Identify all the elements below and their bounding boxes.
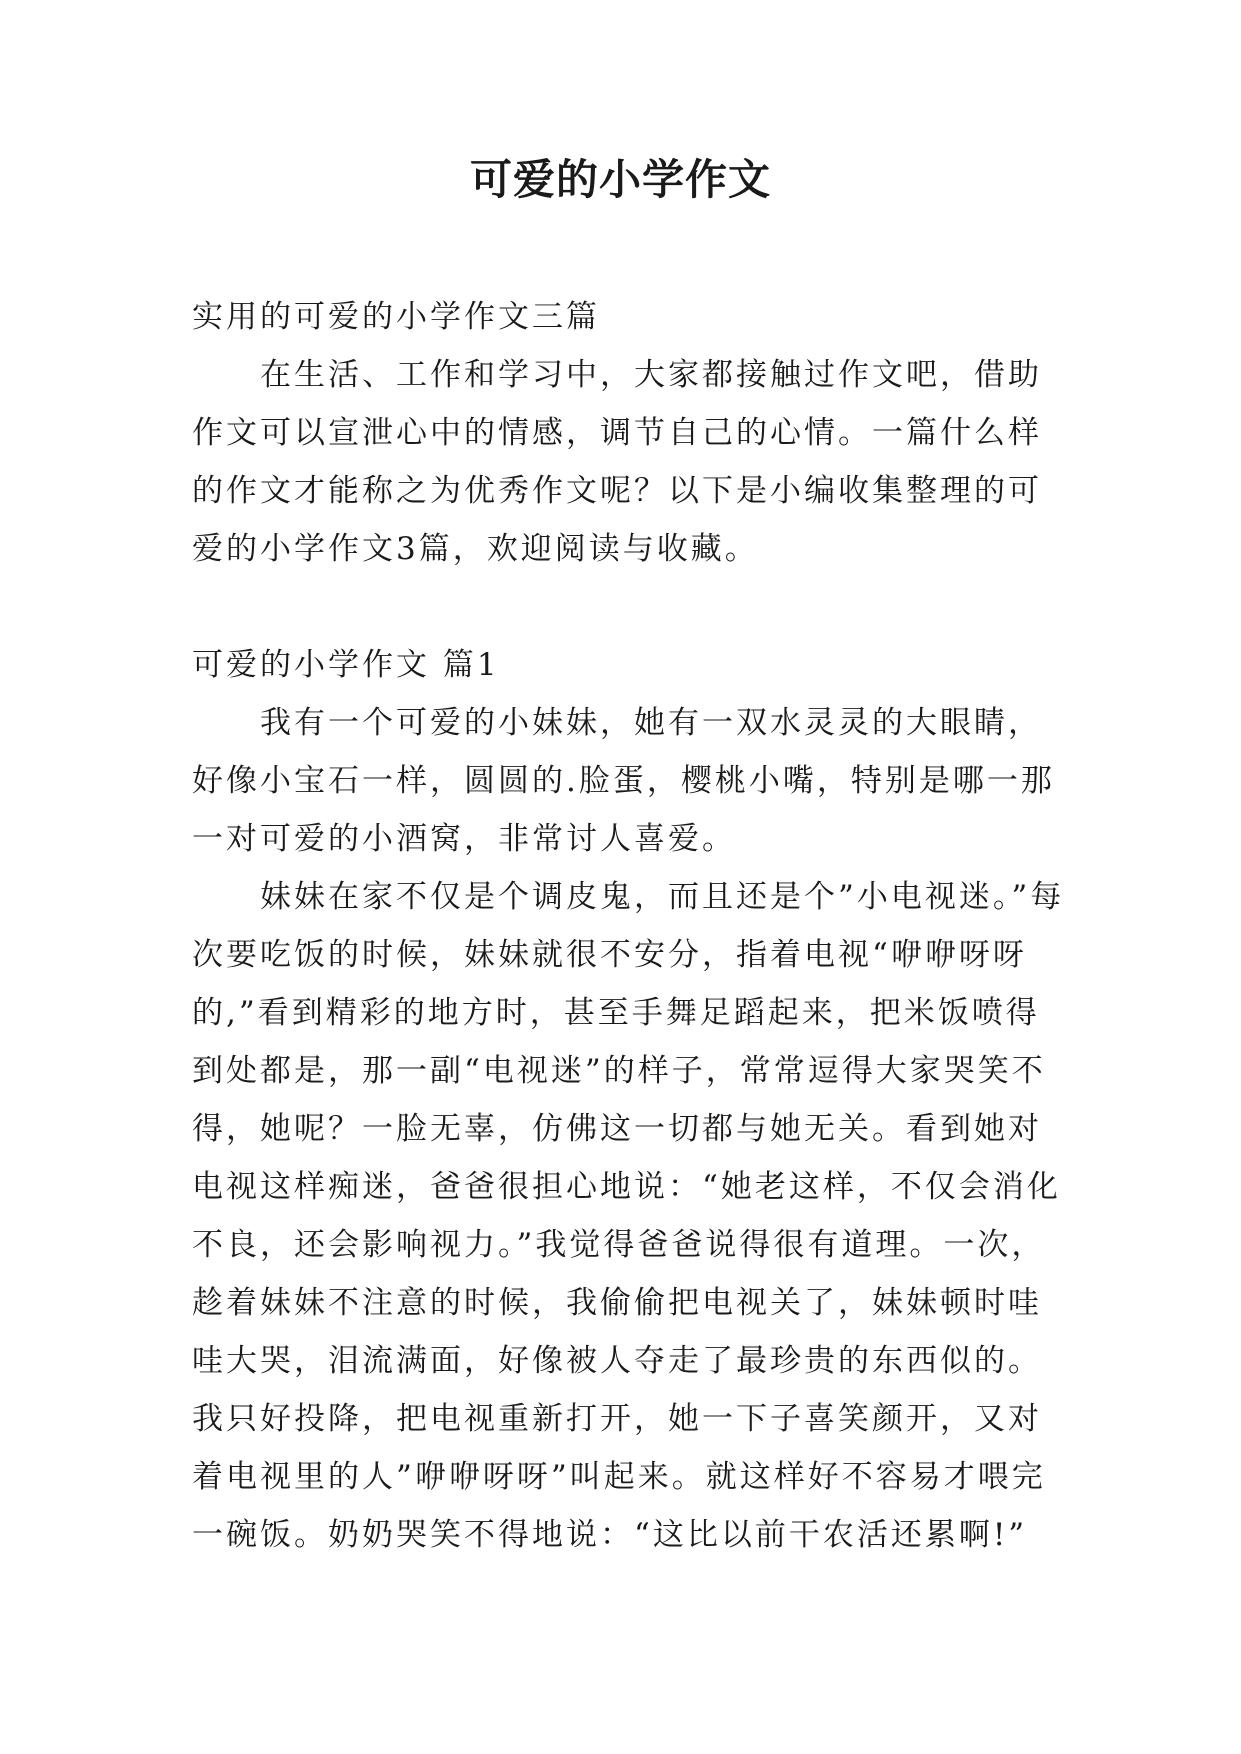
intro-heading: 实用的可爱的小学作文三篇 — [192, 299, 600, 335]
intro-paragraph: 在生活、工作和学习中，大家都接触过作文吧，借助作文可以宣泄心中的情感，调节自己的心情。一篇什么样的作文才能称之为优秀作文呢？以下是小编收集整理的可爱的小学作文3篇，欢迎阅读与收藏。 — [192, 357, 1042, 567]
document-body — [192, 288, 1072, 1564]
section1-paragraph-1: 我有一个可爱的小妹妹，她有一双水灵灵的大眼睛，好像小宝石一样，圆圆的.脸蛋，樱桃小嘴，特别是哪一那一对可爱的小酒窝，非常讨人喜爱。 — [192, 705, 1055, 857]
section1-heading: 可爱的小学作文 篇1 — [192, 647, 500, 683]
document-title: 可爱的小学作文 — [469, 155, 771, 204]
section-spacer — [192, 578, 1072, 636]
section1-paragraph-2: 妹妹在家不仅是个调皮鬼，而且还是个”小电视迷。”每次要吃饭的时候，妹妹就很不安分，指着电视“咿咿呀呀的,”看到精彩的地方时，甚至手舞足蹈起来，把米饭喷得到处都是，那一副“电视迷”的样子，常常逗得大家哭笑不得，她呢？一脸无辜，仿佛这一切都与她无关。看到她对电视这样痴迷，爸爸很担心地说：“她老这样，不仅会消化不良，还会影响视力。”我觉得爸爸说得很有道理。一次，趁着妹妹不注意的时候，我偷偷把电视关了，妹妹顿时哇哇大哭，泪流满面，好像被人夺走了最珍贵的东西似的。我只好投降，把电视重新打开，她一下子喜笑颜开，又对着电视里的人”咿咿呀呀”叫起来。就这样好不容易才喂完一碗饭。奶奶哭笑不得地说：“这比以前干农活还累啊!” — [192, 879, 1065, 1553]
